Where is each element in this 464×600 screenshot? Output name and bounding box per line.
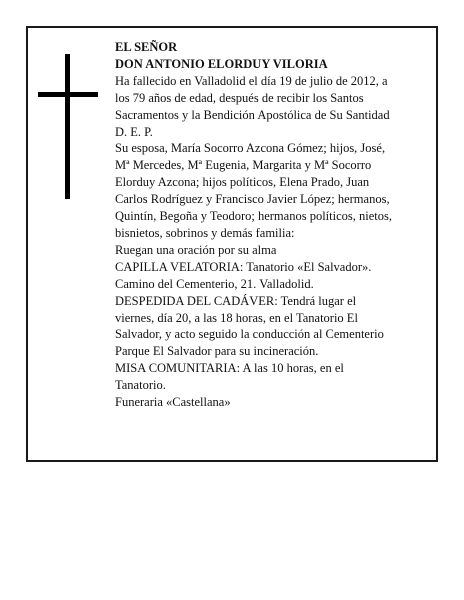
notice-line-farewell-3: Salvador, y acto seguido la conducción al Cementerio (115, 327, 384, 342)
cross-vertical-bar (65, 54, 70, 199)
notice-heading-name: DON ANTONIO ELORDUY VILORIA (115, 56, 328, 71)
notice-line-chapel-2: Camino del Cementerio, 21. Valladolid. (115, 276, 314, 291)
notice-line-family-4: Carlos Rodríguez y Francisco Javier López; hermanos, (115, 192, 390, 207)
notice-line-death-announcement: Ha fallecido en Valladolid el día 19 de julio de 2012, a (115, 73, 388, 88)
notice-line-prayer: Ruegan una oración por su alma (115, 242, 277, 257)
notice-line-family-3: Elorduy Azcona; hijos políticos, Elena Prado, Juan (115, 175, 370, 190)
notice-line-mass-1: MISA COMUNITARIA: A las 10 horas, en el (115, 361, 344, 376)
notice-line-family-1: Su esposa, María Socorro Azcona Gómez; hijos, José, (115, 141, 386, 156)
notice-line-mass-2: Tanatorio. (115, 378, 166, 393)
notice-line-family-6: bisnietos, sobrinos y demás familia: (115, 225, 295, 240)
notice-line-family-2: Mª Mercedes, Mª Eugenia, Margarita y Mª Socorro (115, 158, 372, 173)
notice-line-chapel-1: CAPILLA VELATORIA: Tanatorio «El Salvador». (115, 259, 372, 274)
notice-line-farewell-2: viernes, día 20, a las 18 horas, en el Tanatorio El (115, 310, 358, 325)
notice-line-dep: D. E. P. (115, 124, 153, 139)
notice-line-farewell-4: Parque El Salvador para su incineración. (115, 344, 319, 359)
notice-line-age: los 79 años de edad, después de recibir los Santos (115, 90, 364, 105)
cross-icon (38, 54, 98, 199)
obituary-notice (26, 26, 438, 462)
notice-line-sacraments: Sacramentos y la Bendición Apostólica de Su Santidad (115, 107, 390, 122)
notice-line-funeral-home: Funeraria «Castellana» (115, 395, 231, 410)
cross-horizontal-bar (38, 92, 98, 97)
notice-line-family-5: Quintín, Begoña y Teodoro; hermanos políticos, nietos, (115, 209, 392, 224)
notice-line-farewell-1: DESPEDIDA DEL CADÁVER: Tendrá lugar el (115, 293, 357, 308)
notice-heading-title: EL SEÑOR (115, 40, 178, 54)
notice-text (115, 39, 433, 411)
